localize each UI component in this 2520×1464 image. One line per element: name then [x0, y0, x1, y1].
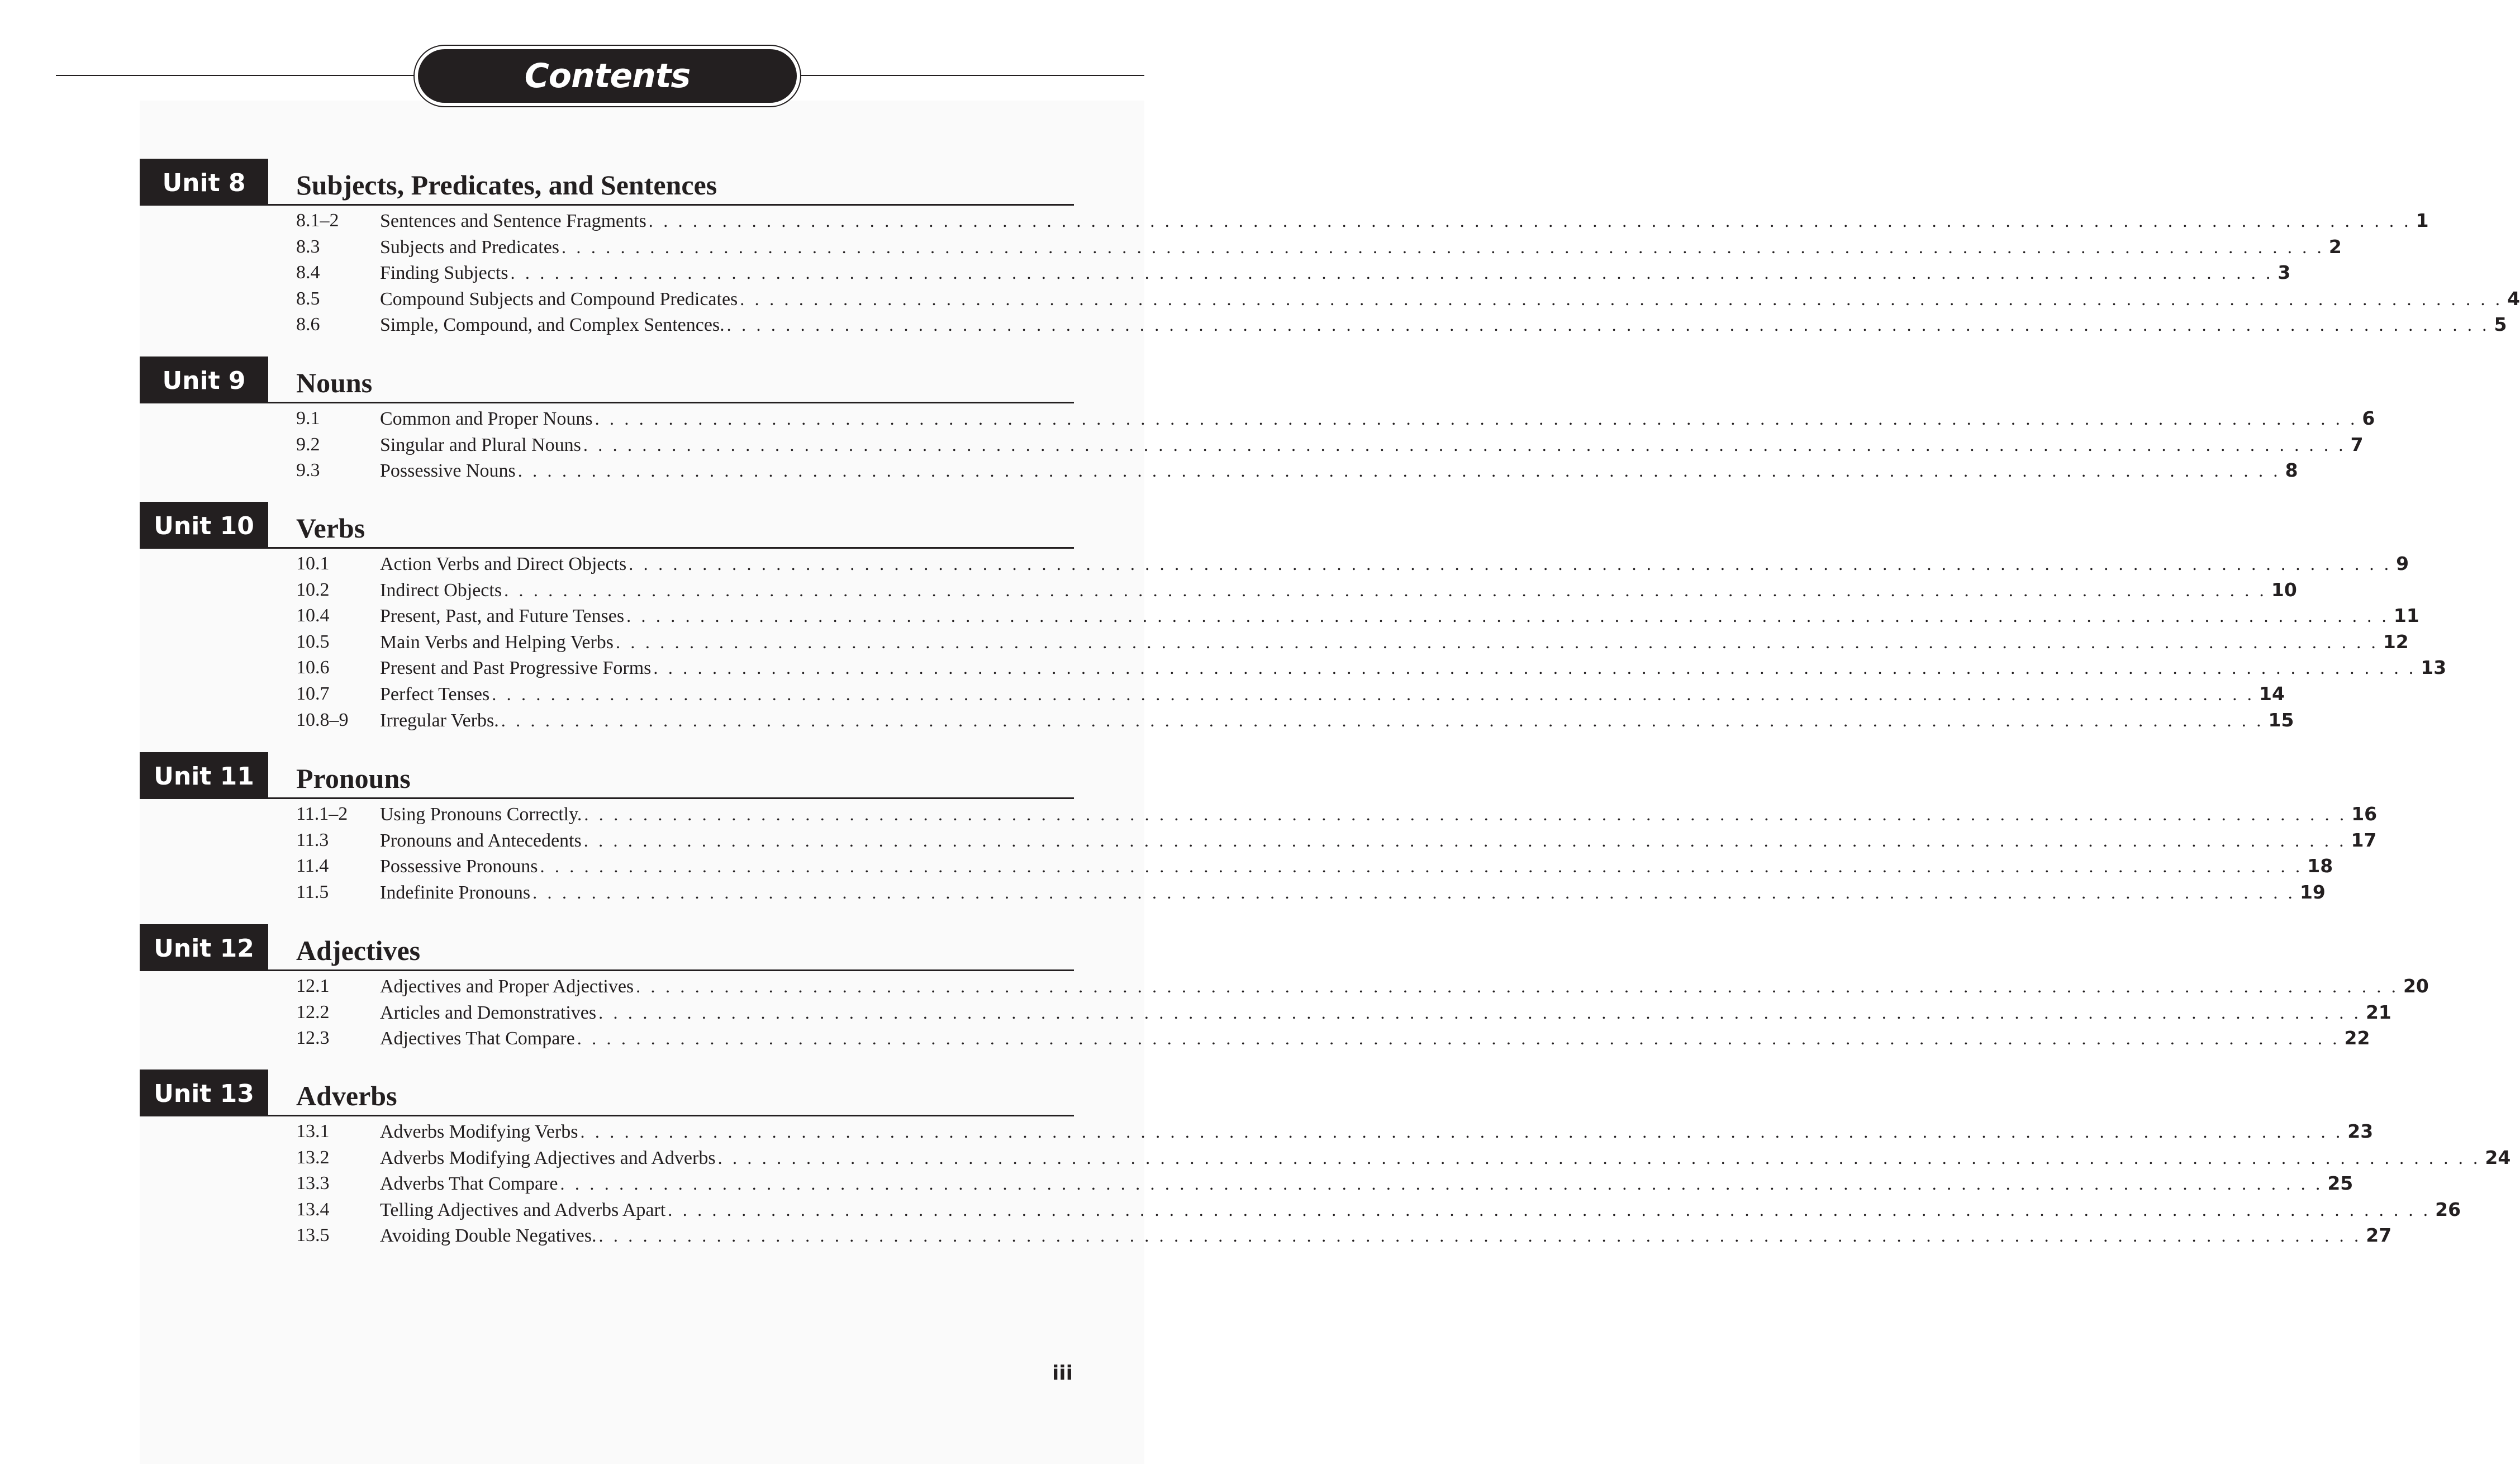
lesson-title: Singular and Plural Nouns: [380, 434, 581, 455]
dot-leader: . . . . . . . . . . . . . . . . . . . . . . . . . . . . . . . . . . . . . . . . . . . . . . . . . . . . . . . . . . . . . . . . . . . . . . . . . . . . . . . . . . . . . . . . . . . . . . . . . . . . . . . . . . . . . . . . . . . . . . . .: [595, 408, 2358, 429]
toc-entry[interactable]: [140, 1197, 2461, 1223]
entry-list: [140, 403, 2375, 484]
lesson-title: Avoiding Double Negatives.: [380, 1225, 597, 1247]
entry-line: [380, 603, 2419, 629]
lesson-title: Indirect Objects: [380, 579, 502, 601]
lesson-number: 8.4: [296, 262, 320, 283]
unit-header: [140, 502, 1074, 549]
dot-leader: . . . . . . . . . . . . . . . . . . . . . . . . . . . . . . . . . . . . . . . . . . . . . . . . . . . . . . . . . . . . . . . . . . . . . . . . . . . . . . . . . . . . . . . . . . . . . . . . . . . . . . . . . . . . . . . . . . . . . . . .: [648, 211, 2412, 231]
lesson-title: Sentences and Sentence Fragments: [380, 211, 646, 231]
unit-header: [140, 924, 1074, 971]
lesson-number: 11.4: [296, 855, 329, 877]
unit-badge: Unit 9: [140, 357, 268, 403]
dot-leader: . . . . . . . . . . . . . . . . . . . . . . . . . . . . . . . . . . . . . . . . . . . . . . . . . . . . . . . . . . . . . . . . . . . . . . . . . . . . . . . . . . . . . . . . . . . . . . . . . . . . . . . . . . . . . . . . . . . . . . . .: [616, 631, 2379, 652]
toc-entry[interactable]: [140, 880, 2326, 906]
unit-section: [140, 924, 2429, 1052]
lesson-number: 13.4: [296, 1199, 330, 1220]
lesson-number: 10.5: [296, 631, 330, 652]
lesson-title: Common and Proper Nouns: [380, 408, 593, 429]
dot-leader: . . . . . . . . . . . . . . . . . . . . . . . . . . . . . . . . . . . . . . . . . . . . . . . . . . . . . . . . . . . . . . . . . . . . . . . . . . . . . . . . . . . . . . . . . . . . . . . . . . . . . . . . . . . . . . . . . . . . . . . .: [636, 976, 2399, 996]
dot-leader: . . . . . . . . . . . . . . . . . . . . . . . . . . . . . . . . . . . . . . . . . . . . . . . . . . . . . . . . . . . . . . . . . . . . . . . . . . . . . . . . . . . . . . . . . . . . . . . . . . . . . . . . . . . . . . . . . . . . . . . .: [740, 288, 2503, 309]
dot-leader: . . . . . . . . . . . . . . . . . . . . . . . . . . . . . . . . . . . . . . . . . . . . . . . . . . . . . . . . . . . . . . . . . . . . . . . . . . . . . . . . . . . . . . . . . . . . . . . . . . . . . . . . . . . . . . . . . . . . . . . .: [629, 554, 2392, 574]
header-rule-right: [800, 75, 1144, 76]
unit-title: Subjects, Predicates, and Sentences: [296, 169, 717, 201]
lesson-number: 10.4: [296, 605, 330, 626]
dot-leader: . . . . . . . . . . . . . . . . . . . . . . . . . . . . . . . . . . . . . . . . . . . . . . . . . . . . . . . . . . . . . . . . . . . . . . . . . . . . . . . . . . . . . . . . . . . . . . . . . . . . . . . . . . . . . . . . . . . . . . . .: [584, 804, 2347, 824]
lesson-title: Present, Past, and Future Tenses: [380, 606, 625, 627]
entry-line: [380, 1119, 2374, 1145]
entry-line: [380, 406, 2375, 432]
entry-line: [380, 208, 2429, 234]
lesson-number: 10.6: [296, 657, 330, 678]
lesson-number: 13.5: [296, 1225, 330, 1246]
dot-leader: . . . . . . . . . . . . . . . . . . . . . . . . . . . . . . . . . . . . . . . . . . . . . . . . . . . . . . . . . . . . . . . . . . . . . . . . . . . . . . . . . . . . . . . . . . . . . . . . . . . . . . . . . . . . . . . . . . . . . . . .: [668, 1199, 2431, 1220]
dot-leader: . . . . . . . . . . . . . . . . . . . . . . . . . . . . . . . . . . . . . . . . . . . . . . . . . . . . . . . . . . . . . . . . . . . . . . . . . . . . . . . . . . . . . . . . . . . . . . . . . . . . . . . . . . . . . . . . . . . . . . . .: [583, 434, 2346, 455]
entry-line: [380, 1197, 2461, 1223]
lesson-number: 13.2: [296, 1147, 330, 1168]
entry-line: [380, 801, 2378, 828]
toc-entry[interactable]: [140, 828, 2377, 854]
page-reference: 11: [2393, 605, 2419, 627]
entry-line: [380, 577, 2297, 603]
entry-line: [380, 234, 2342, 260]
page-reference: 25: [2327, 1172, 2353, 1195]
unit-section: [140, 502, 2447, 733]
unit-header: [140, 752, 1074, 799]
lesson-title: Adverbs That Compare: [380, 1173, 558, 1195]
unit-title: Pronouns: [296, 763, 411, 794]
lesson-number: 10.8–9: [296, 709, 349, 730]
page-reference: 10: [2271, 578, 2297, 601]
lesson-title: Adjectives and Proper Adjectives: [380, 976, 634, 997]
lesson-title: Pronouns and Antecedents: [380, 830, 582, 851]
toc-entry[interactable]: [140, 286, 2520, 312]
lesson-number: 9.2: [296, 434, 320, 455]
page-reference: 14: [2259, 682, 2285, 705]
toc-entry[interactable]: [140, 1000, 2391, 1026]
dot-leader: . . . . . . . . . . . . . . . . . . . . . . . . . . . . . . . . . . . . . . . . . . . . . . . . . . . . . . . . . . . . . . . . . . . . . . . . . . . . . . . . . . . . . . . . . . . . . . . . . . . . . . . . . . . . . . . . . . . . . . . .: [580, 1121, 2343, 1142]
page-reference: 13: [2421, 657, 2447, 679]
toc-entry[interactable]: [140, 432, 2364, 458]
contents-title-banner: [413, 45, 801, 107]
lesson-title: Irregular Verbs.: [380, 710, 499, 731]
page-reference: 12: [2383, 630, 2409, 653]
entry-line: [380, 551, 2409, 577]
dot-leader: . . . . . . . . . . . . . . . . . . . . . . . . . . . . . . . . . . . . . . . . . . . . . . . . . . . . . . . . . . . . . . . . . . . . . . . . . . . . . . . . . . . . . . . . . . . . . . . . . . . . . . . . . . . . . . . . . . . . . . . .: [653, 658, 2417, 678]
lesson-title: Articles and Demonstratives: [380, 1002, 597, 1023]
dot-leader: . . . . . . . . . . . . . . . . . . . . . . . . . . . . . . . . . . . . . . . . . . . . . . . . . . . . . . . . . . . . . . . . . . . . . . . . . . . . . . . . . . . . . . . . . . . . . . . . . . . . . . . . . . . . . . . . . . . . . . . .: [598, 1002, 2361, 1023]
unit-section: [140, 159, 2520, 338]
dot-leader: . . . . . . . . . . . . . . . . . . . . . . . . . . . . . . . . . . . . . . . . . . . . . . . . . . . . . . . . . . . . . . . . . . . . . . . . . . . . . . . . . . . . . . . . . . . . . . . . . . . . . . . . . . . . . . . . . . . . . . . .: [540, 856, 2303, 877]
lesson-number: 9.3: [296, 460, 320, 481]
lesson-number: 11.5: [296, 881, 329, 902]
lesson-number: 13.3: [296, 1173, 330, 1194]
unit-section: [140, 357, 2375, 484]
lesson-title: Simple, Compound, and Complex Sentences.: [380, 315, 725, 336]
page-reference: 23: [2347, 1120, 2374, 1142]
entry-line: [380, 828, 2377, 854]
page-reference: 19: [2299, 881, 2326, 903]
lesson-number: 8.6: [296, 314, 320, 335]
unit-title: Adjectives: [296, 935, 421, 966]
entry-line: [380, 1025, 2370, 1052]
page-reference: 15: [2268, 709, 2294, 731]
toc-entry[interactable]: [140, 406, 2375, 432]
unit-badge: Unit 11: [140, 752, 268, 799]
lesson-title: Action Verbs and Direct Objects: [380, 554, 627, 574]
page-reference: 1: [2416, 210, 2429, 231]
unit-badge: Unit 10: [140, 502, 268, 549]
lesson-title: Compound Subjects and Compound Predicates: [380, 288, 738, 310]
entry-line: [380, 260, 2291, 286]
page-reference: 5: [2494, 313, 2507, 336]
dot-leader: . . . . . . . . . . . . . . . . . . . . . . . . . . . . . . . . . . . . . . . . . . . . . . . . . . . . . . . . . . . . . . . . . . . . . . . . . . . . . . . . . . . . . . . . . . . . . . . . . . . . . . . . . . . . . . . . . . . . . . . .: [626, 606, 2389, 626]
entry-line: [380, 1223, 2392, 1249]
page-reference: 20: [2403, 975, 2429, 997]
entry-list: [140, 1116, 2511, 1249]
toc-entry[interactable]: [140, 853, 2333, 880]
unit-badge: Unit 12: [140, 924, 268, 971]
dot-leader: . . . . . . . . . . . . . . . . . . . . . . . . . . . . . . . . . . . . . . . . . . . . . . . . . . . . . . . . . . . . . . . . . . . . . . . . . . . . . . . . . . . . . . . . . . . . . . . . . . . . . . . . . . . . . . . . . . . . . . . .: [726, 315, 2490, 335]
unit-section: [140, 752, 2378, 905]
lesson-number: 8.3: [296, 236, 320, 257]
lesson-title: Finding Subjects: [380, 263, 508, 284]
entry-line: [380, 312, 2507, 338]
lesson-number: 10.2: [296, 579, 330, 600]
lesson-title: Possessive Pronouns: [380, 856, 538, 877]
lesson-number: 9.1: [296, 408, 320, 429]
toc-entry[interactable]: [140, 208, 2429, 234]
unit-header: [140, 1070, 1074, 1116]
toc-entry[interactable]: [140, 603, 2419, 629]
dot-leader: . . . . . . . . . . . . . . . . . . . . . . . . . . . . . . . . . . . . . . . . . . . . . . . . . . . . . . . . . . . . . . . . . . . . . . . . . . . . . . . . . . . . . . . . . . . . . . . . . . . . . . . . . . . . . . . . . . . . . . . .: [517, 460, 2281, 481]
toc-entry[interactable]: [140, 234, 2342, 260]
lesson-title: Telling Adjectives and Adverbs Apart: [380, 1199, 666, 1220]
dot-leader: . . . . . . . . . . . . . . . . . . . . . . . . . . . . . . . . . . . . . . . . . . . . . . . . . . . . . . . . . . . . . . . . . . . . . . . . . . . . . . . . . . . . . . . . . . . . . . . . . . . . . . . . . . . . . . . . . . . . . . . .: [583, 830, 2347, 850]
unit-section: [140, 1070, 2511, 1249]
entry-list: [140, 799, 2378, 905]
lesson-number: 11.3: [296, 829, 329, 850]
page-reference: 21: [2365, 1001, 2391, 1023]
lesson-number: 10.1: [296, 553, 330, 574]
lesson-title: Perfect Tenses: [380, 683, 490, 705]
lesson-number: 8.1–2: [296, 210, 339, 231]
page-title: Contents: [418, 49, 797, 103]
lesson-number: 13.1: [296, 1121, 330, 1142]
dot-leader: . . . . . . . . . . . . . . . . . . . . . . . . . . . . . . . . . . . . . . . . . . . . . . . . . . . . . . . . . . . . . . . . . . . . . . . . . . . . . . . . . . . . . . . . . . . . . . . . . . . . . . . . . . . . . . . . . . . . . . . .: [577, 1028, 2340, 1049]
page-reference: 4: [2507, 287, 2520, 310]
lesson-number: 8.5: [296, 288, 320, 309]
lesson-title: Adjectives That Compare: [380, 1028, 575, 1049]
dot-leader: . . . . . . . . . . . . . . . . . . . . . . . . . . . . . . . . . . . . . . . . . . . . . . . . . . . . . . . . . . . . . . . . . . . . . . . . . . . . . . . . . . . . . . . . . . . . . . . . . . . . . . . . . . . . . . . . . . . . . . . .: [501, 710, 2264, 730]
dot-leader: . . . . . . . . . . . . . . . . . . . . . . . . . . . . . . . . . . . . . . . . . . . . . . . . . . . . . . . . . . . . . . . . . . . . . . . . . . . . . . . . . . . . . . . . . . . . . . . . . . . . . . . . . . . . . . . . . . . . . . . .: [492, 683, 2255, 704]
entry-list: [140, 971, 2429, 1052]
toc-entry[interactable]: [140, 629, 2409, 655]
unit-title: Verbs: [296, 512, 365, 544]
page-reference: 26: [2435, 1198, 2461, 1220]
page-reference: 9: [2396, 553, 2409, 574]
page-reference: 3: [2277, 262, 2291, 284]
entry-line: [380, 286, 2520, 312]
lesson-number: 12.1: [296, 976, 330, 996]
page-reference: 17: [2351, 829, 2377, 851]
lesson-title: Adverbs Modifying Adjectives and Adverbs: [380, 1147, 716, 1168]
dot-leader: . . . . . . . . . . . . . . . . . . . . . . . . . . . . . . . . . . . . . . . . . . . . . . . . . . . . . . . . . . . . . . . . . . . . . . . . . . . . . . . . . . . . . . . . . . . . . . . . . . . . . . . . . . . . . . . . . . . . . . . .: [532, 882, 2295, 902]
toc-entry[interactable]: [140, 1025, 2370, 1052]
toc-entry[interactable]: [140, 458, 2298, 484]
toc-entry[interactable]: [140, 1223, 2392, 1249]
toc-entry[interactable]: [140, 1171, 2353, 1197]
entry-line: [380, 880, 2326, 906]
entry-line: [380, 1171, 2353, 1197]
dot-leader: . . . . . . . . . . . . . . . . . . . . . . . . . . . . . . . . . . . . . . . . . . . . . . . . . . . . . . . . . . . . . . . . . . . . . . . . . . . . . . . . . . . . . . . . . . . . . . . . . . . . . . . . . . . . . . . . . . . . . . . .: [717, 1147, 2481, 1168]
entry-line: [380, 681, 2285, 707]
unit-title: Nouns: [296, 367, 373, 398]
entry-line: [380, 707, 2294, 734]
header-rule-left: [56, 75, 416, 76]
lesson-title: Main Verbs and Helping Verbs: [380, 631, 614, 653]
page-reference: 16: [2351, 803, 2378, 825]
lesson-title: Indefinite Pronouns: [380, 882, 531, 903]
unit-title: Adverbs: [296, 1080, 397, 1111]
toc-entry[interactable]: [140, 655, 2447, 681]
unit-badge: Unit 8: [140, 159, 268, 206]
unit-badge: Unit 13: [140, 1070, 268, 1116]
page-reference: 22: [2344, 1027, 2370, 1049]
page-reference: 8: [2285, 459, 2298, 482]
toc-entry[interactable]: [140, 801, 2378, 828]
page-reference: 6: [2362, 407, 2375, 429]
lesson-title: Using Pronouns Correctly.: [380, 804, 582, 825]
lesson-number: 12.3: [296, 1028, 330, 1049]
lesson-title: Adverbs Modifying Verbs: [380, 1121, 578, 1142]
toc-entry[interactable]: [140, 681, 2285, 707]
entry-line: [380, 1145, 2511, 1171]
dot-leader: . . . . . . . . . . . . . . . . . . . . . . . . . . . . . . . . . . . . . . . . . . . . . . . . . . . . . . . . . . . . . . . . . . . . . . . . . . . . . . . . . . . . . . . . . . . . . . . . . . . . . . . . . . . . . . . . . . . . . . . .: [560, 1173, 2323, 1194]
unit-header: [140, 159, 1074, 206]
entry-line: [380, 432, 2364, 458]
page-reference: 7: [2350, 433, 2364, 455]
dot-leader: . . . . . . . . . . . . . . . . . . . . . . . . . . . . . . . . . . . . . . . . . . . . . . . . . . . . . . . . . . . . . . . . . . . . . . . . . . . . . . . . . . . . . . . . . . . . . . . . . . . . . . . . . . . . . . . . . . . . . . . .: [562, 236, 2324, 257]
dot-leader: . . . . . . . . . . . . . . . . . . . . . . . . . . . . . . . . . . . . . . . . . . . . . . . . . . . . . . . . . . . . . . . . . . . . . . . . . . . . . . . . . . . . . . . . . . . . . . . . . . . . . . . . . . . . . . . . . . . . . . . .: [504, 579, 2267, 600]
toc-entry[interactable]: [140, 551, 2409, 577]
lesson-title: Subjects and Predicates: [380, 236, 560, 258]
toc-entry[interactable]: [140, 707, 2294, 734]
lesson-title: Present and Past Progressive Forms: [380, 658, 652, 679]
entry-line: [380, 973, 2429, 1000]
entry-line: [380, 458, 2298, 484]
page-reference: 27: [2366, 1224, 2392, 1247]
toc-entry[interactable]: [140, 973, 2429, 1000]
page-reference: 18: [2307, 855, 2333, 877]
dot-leader: . . . . . . . . . . . . . . . . . . . . . . . . . . . . . . . . . . . . . . . . . . . . . . . . . . . . . . . . . . . . . . . . . . . . . . . . . . . . . . . . . . . . . . . . . . . . . . . . . . . . . . . . . . . . . . . . . . . . . . . .: [510, 263, 2274, 283]
entry-list: [140, 206, 2520, 338]
lesson-number: 12.2: [296, 1001, 330, 1023]
entry-line: [380, 1000, 2391, 1026]
dot-leader: . . . . . . . . . . . . . . . . . . . . . . . . . . . . . . . . . . . . . . . . . . . . . . . . . . . . . . . . . . . . . . . . . . . . . . . . . . . . . . . . . . . . . . . . . . . . . . . . . . . . . . . . . . . . . . . . . . . . . . . .: [598, 1225, 2362, 1246]
toc-entry[interactable]: [140, 577, 2297, 603]
page-reference: 2: [2328, 235, 2342, 258]
entry-line: [380, 853, 2333, 880]
toc-entry[interactable]: [140, 1145, 2511, 1171]
entry-list: [140, 549, 2447, 733]
unit-header: [140, 357, 1074, 403]
lesson-number: 10.7: [296, 683, 330, 704]
entry-line: [380, 629, 2409, 655]
lesson-title: Possessive Nouns: [380, 460, 516, 482]
toc-entry[interactable]: [140, 1119, 2374, 1145]
page-reference: 24: [2485, 1146, 2511, 1168]
page-number: iii: [1052, 1362, 1073, 1385]
toc-entry[interactable]: [140, 312, 2507, 338]
entry-line: [380, 655, 2447, 681]
toc-entry[interactable]: [140, 260, 2291, 286]
lesson-number: 11.1–2: [296, 804, 348, 824]
